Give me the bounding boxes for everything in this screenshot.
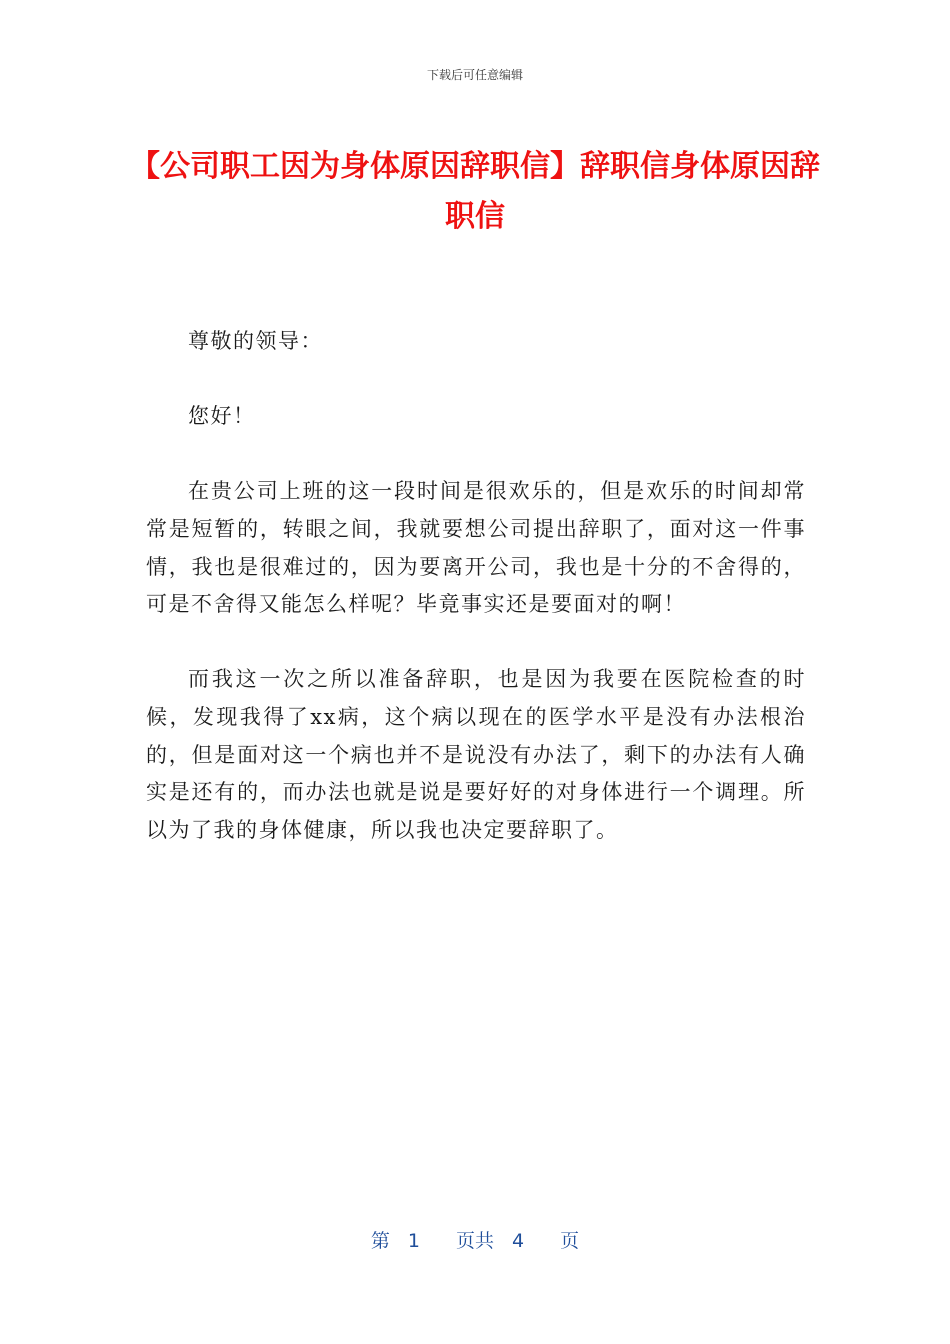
letter-body xyxy=(146,323,806,887)
document-title: 【公司职工因为身体原因辞职信】辞职信身体原因辞职信 xyxy=(130,149,820,234)
salutation: 尊敬的领导： xyxy=(188,329,323,353)
greeting: 您好！ xyxy=(188,404,256,429)
page-prefix: 第 xyxy=(370,1230,390,1252)
body-paragraph: 而我这一次之所以准备辞职，也是因为我要在医院检查的时候，发现我得了xx病，这个病以现在的医学水平是没有办法根治的，但是面对这一个病也并不是说没有办法了，剩下的办法有人确实是还有的，而办法也就是说是要好好的对身体进行一个调理。所以为了我的身体健康，所以我也决定要辞职了。 xyxy=(146,667,806,842)
page-middle: 页共 xyxy=(455,1230,494,1252)
page-footer xyxy=(0,1226,950,1253)
total-pages: 4 xyxy=(512,1230,525,1252)
body-paragraph: 在贵公司上班的这一段时间是很欢乐的，但是欢乐的时间却常常是短暂的，转眼之间，我就要想公司提出辞职了，面对这一件事情，我也是很难过的，因为要离开公司，我也是十分的不舍得的，可是不舍得又能怎么样呢？毕竟事实还是要面对的啊！ xyxy=(146,479,806,617)
page-suffix: 页 xyxy=(560,1230,580,1252)
page-number: 1 xyxy=(407,1230,420,1252)
header-note: 下载后可任意编辑 xyxy=(426,68,523,82)
